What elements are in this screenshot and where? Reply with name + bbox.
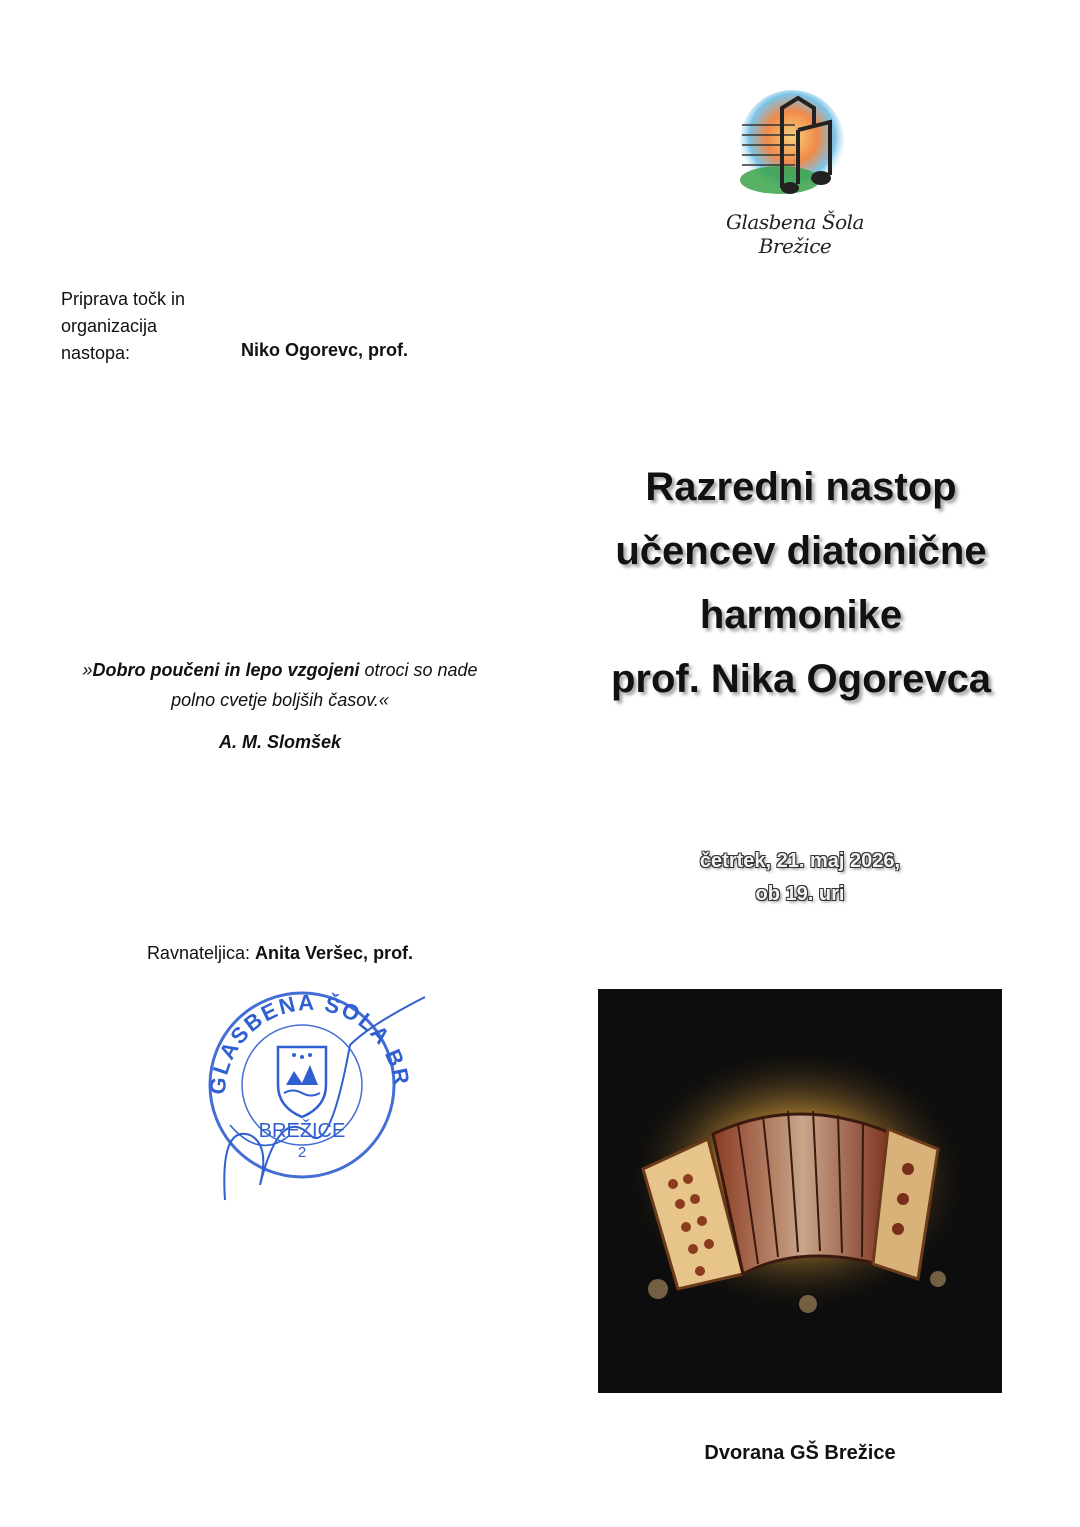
quote-rest: otroci so nade polno cvetje boljših časov.«	[171, 660, 478, 710]
quote-open-mark: »	[82, 660, 93, 680]
stamp-center-text: BREŽICE	[258, 1120, 346, 1142]
title-line-3: harmonike	[699, 593, 903, 637]
quote	[60, 655, 500, 715]
quote-author: A. M. Slomšek	[218, 732, 342, 752]
title-line-4: prof. Nika Ogorevca	[610, 657, 992, 701]
title-line-1: Razredni nastop	[645, 465, 957, 509]
title-line-2: učencev diatonične	[615, 529, 987, 573]
event-time: ob 19. uri	[755, 883, 845, 905]
director	[60, 943, 500, 964]
preparation-name: Niko Ogorevc, prof.	[241, 340, 409, 360]
stamp-top-text: GLASBENA ŠOLA BR	[204, 989, 415, 1096]
director-name: Anita Veršec, prof.	[255, 943, 414, 963]
event-title	[585, 455, 1017, 711]
director-label: Ravnateljica:	[146, 943, 255, 963]
venue: Dvorana GŠ Brežice	[704, 1442, 896, 1464]
preparation-label: Priprava točk in organizacija nastopa:	[61, 289, 186, 363]
event-date: četrtek, 21. maj 2026,	[699, 850, 901, 872]
event-datetime	[600, 845, 1000, 911]
official-stamp-icon	[190, 985, 435, 1210]
logo-text: Glasbena Šola Brežice	[726, 210, 864, 258]
stamp-number: 2	[297, 1144, 307, 1161]
quote-bold-part: Dobro poučeni in lepo vzgojeni	[92, 660, 360, 680]
accordion-illustration-icon	[598, 989, 1002, 1393]
